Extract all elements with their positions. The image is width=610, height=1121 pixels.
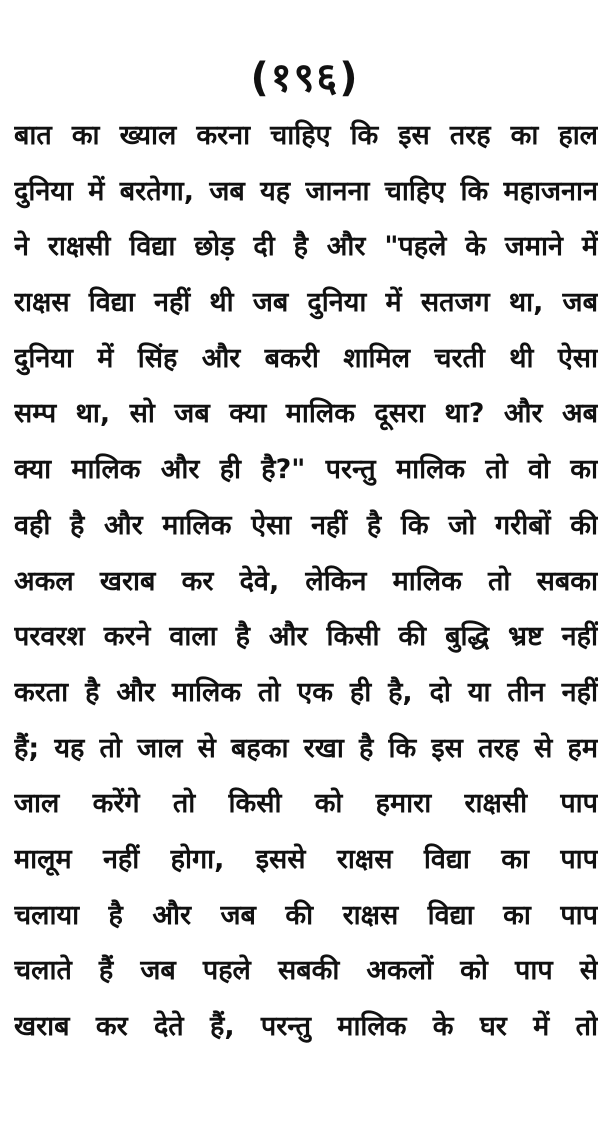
text-line: अकल खराब कर देवे, लेकिन मालिक तो सबका — [14, 565, 598, 597]
text-line: सम्प था, सो जब क्या मालिक दूसरा था? और अब — [14, 398, 598, 430]
text-line: चलाते हैं जब पहले सबकी अकलों को पाप से — [14, 955, 598, 987]
text-line: ने राक्षसी विद्या छोड़ दी है और "पहले के जमाने में — [14, 231, 598, 263]
text-line: मालूम नहीं होगा, इससे राक्षस विद्या का पाप — [14, 843, 598, 875]
text-line: दुनिया में बरतेगा, जब यह जानना चाहिए कि महाजनान — [14, 175, 598, 207]
text-line: परवरश करने वाला है और किसी की बुद्धि भ्रष्ट नहीं — [14, 621, 598, 653]
body-text — [14, 108, 598, 1055]
text-line: बात का ख्याल करना चाहिए कि इस तरह का हाल — [14, 120, 598, 151]
text-line: करता है और मालिक तो एक ही है, दो या तीन नहीं — [14, 676, 598, 708]
text-line: राक्षस विद्या नहीं थी जब दुनिया में सतजग था, जब — [14, 287, 598, 319]
text-line: जाल करेंगे तो किसी को हमारा राक्षसी पाप — [14, 788, 598, 820]
text-line: खराब कर देते हैं, परन्तु मालिक के घर में तो — [14, 1011, 598, 1042]
text-line: चलाया है और जब की राक्षस विद्या का पाप — [14, 899, 598, 931]
text-line: क्या मालिक और ही है?" परन्तु मालिक तो वो का — [14, 454, 598, 486]
text-line: वही है और मालिक ऐसा नहीं है कि जो गरीबों की — [14, 509, 598, 541]
text-line: दुनिया में सिंह और बकरी शामिल चरती थी ऐसा — [14, 342, 598, 374]
page-number: (१९६) — [250, 55, 360, 101]
text-line: हैं; यह तो जाल से बहका रखा है कि इस तरह से हम — [14, 732, 598, 764]
